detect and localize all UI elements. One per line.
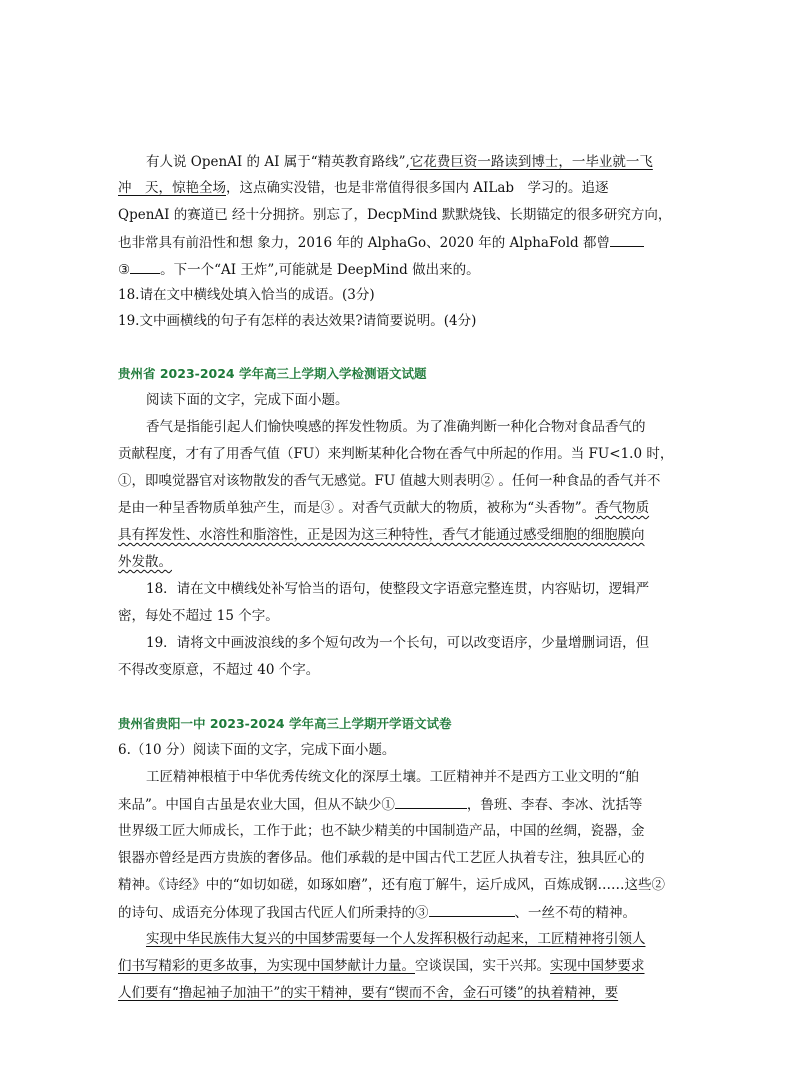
s2-question-19: 19．请将文中画波浪线的多个短句改为一个长句，可以改变语序，少量增删词语，但 xyxy=(146,635,650,651)
wavy-underlined-text: 外发散。 xyxy=(118,554,172,570)
s3-question-6: 6.（10 分）阅读下面的文字，完成下面小题。 xyxy=(118,742,396,758)
s2-question-19-cont: 不得改变原意，不超过 40 个字。 xyxy=(118,662,320,678)
fill-blank xyxy=(130,259,160,274)
s2-line-6 xyxy=(118,552,172,572)
s2-question-18: 18．请在文中横线处补写恰当的语句，使整段文字语意完整连贯，内容贴切，逻辑严 xyxy=(146,581,650,597)
s1-text: 有人说 OpenAI 的 AI 属于“精英教育路线”, xyxy=(146,154,410,170)
s3-line-3: 世界级工匠大师成长，工作于此；也不缺少精美的中国制造产品，中国的丝绸，瓷器，金 xyxy=(118,823,645,839)
s1-text: QpenAI 的赛道已 经十分拥挤。别忘了，DecpMind 默默烧钱、长期锚定的很多研究方向， xyxy=(118,207,672,223)
s3-line-9 xyxy=(118,983,618,1003)
s3-line-2: 来品”。中国自古虽是农业大国，但从不缺少① ，鲁班、李春、李冰、沈括等 xyxy=(118,794,642,815)
s1-question-19: 19.文中画横线的句子有怎样的表达效果?请简要说明。(4分) xyxy=(118,313,477,329)
s2-line-3: ①，即嗅觉器官对该物散发的香气无感觉。FU 值越大则表明② 。任何一种食品的香气并不 xyxy=(118,473,661,489)
s2-intro: 阅读下面的文字，完成下面小题。 xyxy=(146,392,349,408)
s2-line-2: 贡献程度，才有了用香气值（FU）来判断某种化合物在香气中所起的作用。当 FU<1.0 时， xyxy=(118,446,674,462)
s1-text: 也非常具有前沿性和想 象力，2016 年的 AlphaGo、2020 年的 AlphaFold 都曾 xyxy=(118,235,610,251)
s1-line-5 xyxy=(118,259,480,280)
s1-underlined-sentence: 冲 天，惊艳全场 xyxy=(118,180,226,196)
section-heading: 贵州省贵阳一中 2023-2024 学年高三上学期开学语文试卷 xyxy=(118,716,452,731)
s1-question-18: 18.请在文中横线处填入恰当的成语。(3分) xyxy=(118,287,375,303)
s1-line-1 xyxy=(146,152,653,172)
s1-underlined-sentence: 它花费巨资一路读到博士，一毕业就一飞 xyxy=(409,154,653,170)
s2-line-5 xyxy=(118,525,645,545)
s3-line-8: 们书写精彩的更多故事，为实现中国梦献计力量。空谈误国，实干兴邦。实现中国梦要求 xyxy=(118,958,645,974)
s1-line-4 xyxy=(118,232,644,253)
wavy-underlined-text: 具有挥发性、水溶性和脂溶性，正是因为这三种特性，香气才能通过感受细胞的细胞膜向 xyxy=(118,527,645,543)
s3-line-1: 工匠精神根植于中华优秀传统文化的深厚土壤。工匠精神并不是西方工业文明的“舶 xyxy=(146,769,639,785)
fill-blank xyxy=(429,902,515,917)
s1-line-3 xyxy=(118,205,671,225)
blank-marker: ③ xyxy=(118,262,131,278)
s1-line-2 xyxy=(118,178,609,198)
s2-line-4: 是由一种呈香物质单独产生，而是③ 。对香气贡献大的物质，被称为“头香物”。香气物质 xyxy=(118,500,650,516)
s3-underlined-sentence: 人们要有“撸起袖子加油干”的实干精神，要有“锲而不舍，金石可镂”的执着精神，要 xyxy=(118,985,619,1001)
s1-text: ，这点确实没错，也是非常值得很多国内 AILab 学习的。追逐 xyxy=(226,180,609,196)
fill-blank xyxy=(395,794,467,809)
s3-line-7 xyxy=(146,929,646,949)
s3-underlined-sentence: 实现中国梦要求 xyxy=(550,958,645,974)
s2-line-1: 香气是指能引起人们愉快嗅感的挥发性物质。为了准确判断一种化合物对食品香气的 xyxy=(146,419,646,435)
section-heading: 贵州省 2023-2024 学年高三上学期入学检测语文试题 xyxy=(118,366,427,381)
s2-question-18-cont: 密，每处不超过 15 个字。 xyxy=(118,608,279,624)
s3-line-6: 的诗句、成语充分体现了我国古代匠人们所秉持的③ 、一丝不苟的精神。 xyxy=(118,902,636,923)
s3-line-5: 精神。《诗经》中的“如切如磋，如琢如磨”，还有庖丁解牛，运斤成风，百炼成钢……这些② xyxy=(118,877,666,893)
s3-underlined-sentence: 们书写精彩的更多故事，为实现中国梦献计力量。 xyxy=(118,958,415,974)
fill-blank xyxy=(610,232,644,247)
s1-text: 。下一个“AI 王炸”,可能就是 DeepMind 做出来的。 xyxy=(160,262,480,278)
wavy-underlined-text: 香气物质 xyxy=(595,500,650,516)
s3-line-4: 银器亦曾经是西方贵族的奢侈品。他们承载的是中国古代工艺匠人执着专注，独具匠心的 xyxy=(118,850,645,866)
s3-underlined-sentence: 实现中华民族伟大复兴的中国梦需要每一个人发挥积极行动起来，工匠精神将引领人 xyxy=(146,931,646,947)
